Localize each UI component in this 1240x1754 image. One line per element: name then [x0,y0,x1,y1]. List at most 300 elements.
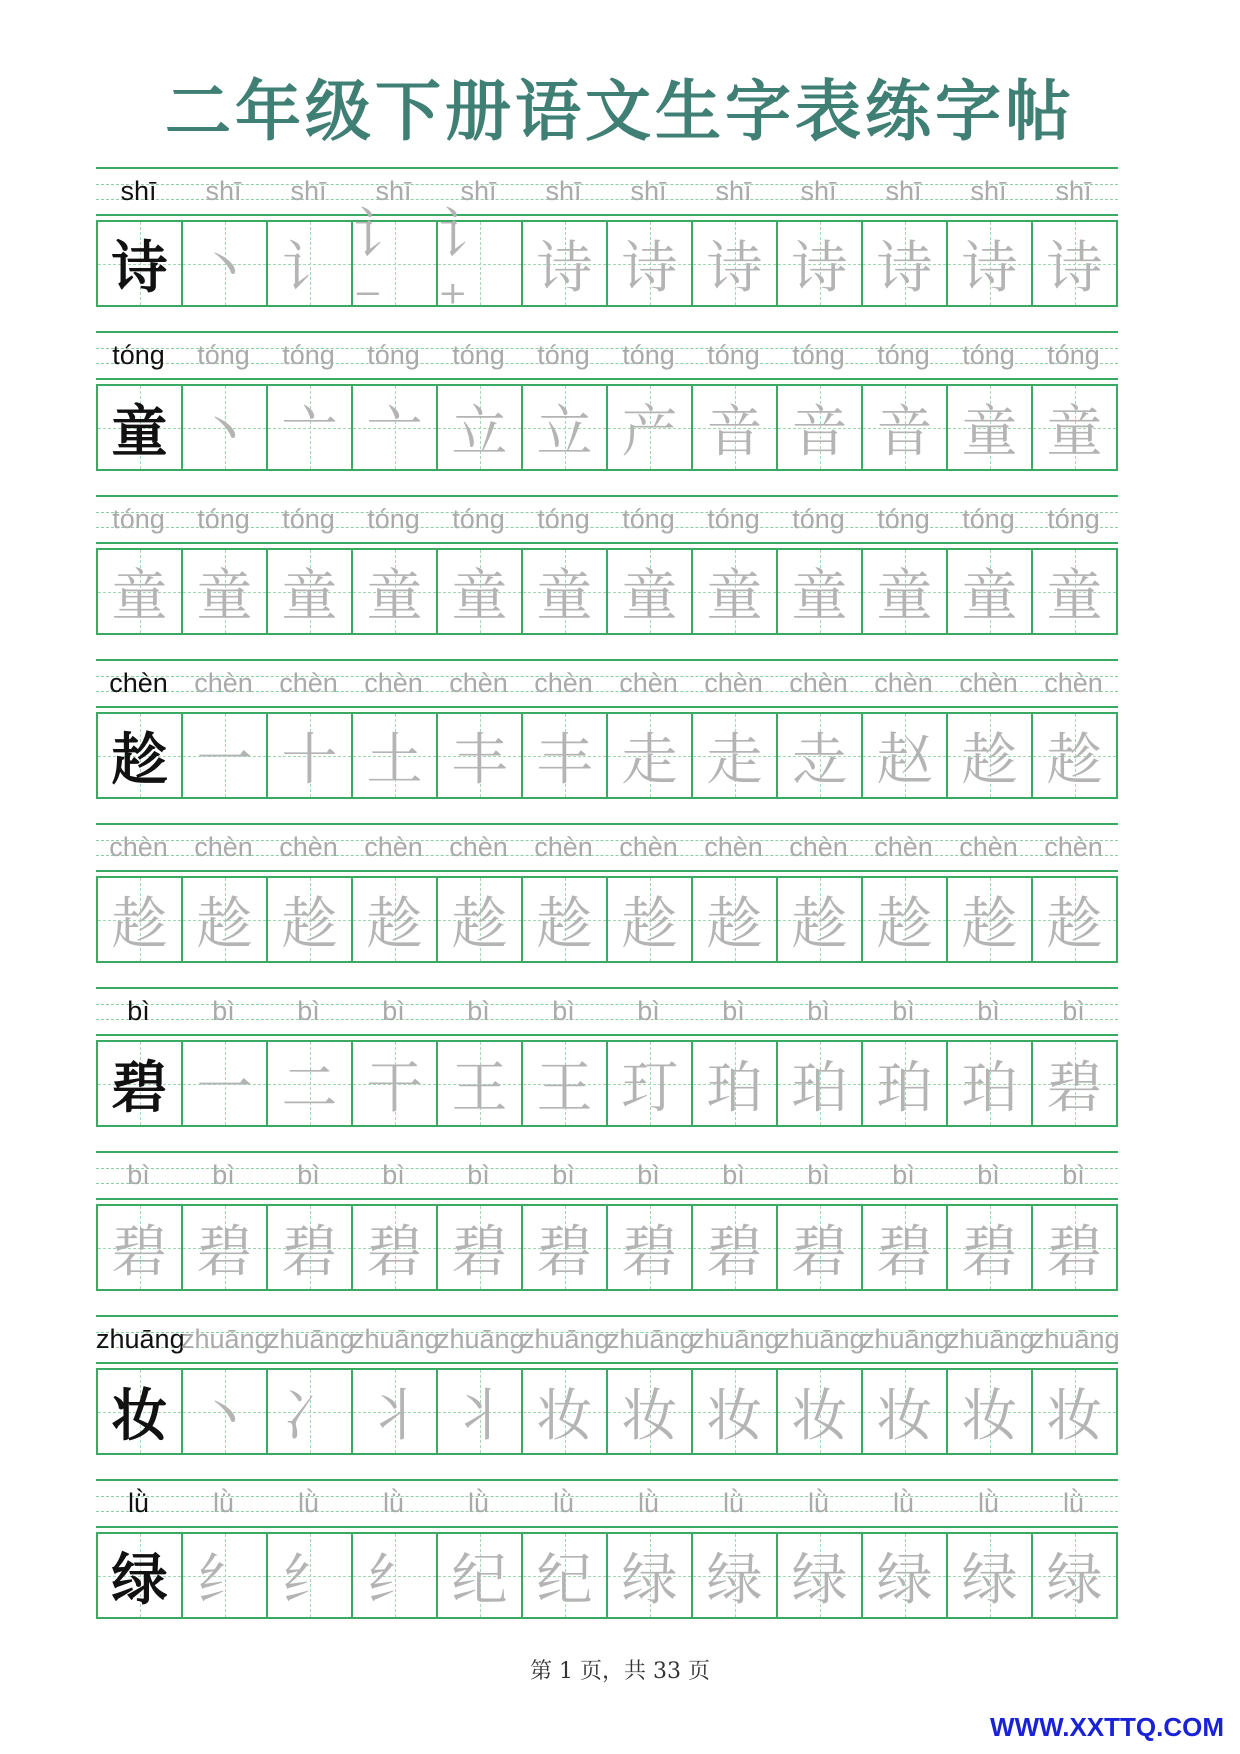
trace-character: 诗 [706,235,763,301]
trace-character: 趁 [281,891,338,957]
pinyin-label: tóng [367,340,420,370]
pinyin-label: zhuāng [776,1324,865,1354]
trace-character-cell [438,1368,523,1455]
trace-character: 土 [366,727,423,793]
trace-character-cell [353,1204,438,1291]
pinyin-label: tóng [367,504,420,534]
pinyin-label: chèn [534,668,593,698]
trace-character: 童 [1046,563,1103,629]
trace-character: 趁 [961,727,1018,793]
trace-character-cell [608,384,693,471]
pinyin-label: bì [127,996,150,1026]
pinyin-label: zhuāng [1031,1324,1120,1354]
trace-character: 绿 [1046,1547,1103,1613]
trace-character: 丬 [366,1383,423,1449]
trace-character-cell [353,712,438,799]
trace-character-cell [183,876,268,963]
trace-character-cell [693,876,778,963]
trace-character-cell [863,384,948,471]
trace-character-cell [268,1368,353,1455]
pinyin-label: tóng [622,340,675,370]
trace-character: 碧 [1046,1219,1103,1285]
pinyin-label: chèn [449,668,508,698]
trace-character: 诗 [791,235,848,301]
trace-character-cell [523,1368,608,1455]
trace-character: 碧 [366,1219,423,1285]
trace-character-cell [608,712,693,799]
trace-character-cell [183,1040,268,1127]
pinyin-label: bì [807,1160,830,1190]
trace-character: 立 [536,399,593,465]
pinyin-label: zhuāng [96,1324,185,1354]
trace-character: 二 [281,1055,338,1121]
trace-character-cell [608,1040,693,1127]
pinyin-label: tóng [537,504,590,534]
trace-character: 冫 [281,1383,338,1449]
trace-character: 妆 [791,1383,848,1449]
trace-character: 诗 [621,235,678,301]
trace-character-cell [948,1040,1033,1127]
tian-grid [96,548,1118,635]
pinyin-label: bì [127,1160,150,1190]
trace-character: 碧 [111,1219,168,1285]
trace-character-cell [183,1368,268,1455]
trace-character-cell [98,548,183,635]
trace-character-cell [438,1204,523,1291]
pinyin-label: bì [467,1160,490,1190]
pinyin-label: tóng [792,340,845,370]
trace-character: 童 [876,563,933,629]
trace-character: 妆 [536,1383,593,1449]
pinyin-label: zhuāng [436,1324,525,1354]
trace-character-cell [863,1532,948,1619]
trace-character-cell [268,384,353,471]
trace-character-cell [523,1204,608,1291]
trace-character: 碧 [706,1219,763,1285]
trace-character: 趁 [1046,727,1103,793]
trace-character-cell [268,1204,353,1291]
trace-character-cell [693,1532,778,1619]
trace-character-cell [183,1532,268,1619]
trace-character: 绿 [791,1547,848,1613]
pinyin-label: chèn [619,832,678,862]
pinyin-label: chèn [874,668,933,698]
pinyin-label: chèn [194,832,253,862]
trace-character-cell [98,876,183,963]
pinyin-label: zhuāng [351,1324,440,1354]
pinyin-label: shī [545,176,582,206]
trace-character-cell [693,1368,778,1455]
pinyin-band [96,331,1118,380]
trace-character: 赱 [791,727,848,793]
tian-grid [96,1532,1118,1619]
pinyin-label: lǜ [297,1488,319,1518]
model-character-cell [98,1532,183,1619]
pinyin-label: lǜ [127,1488,149,1518]
trace-character-cell [183,384,268,471]
pinyin-label: chèn [959,832,1018,862]
pinyin-label: chèn [874,832,933,862]
trace-character: 童 [706,563,763,629]
trace-character-cell [183,548,268,635]
trace-character: 丰 [451,727,508,793]
trace-character-cell [1033,712,1118,799]
practice-row [96,1151,1120,1315]
model-character: 碧 [111,1054,168,1121]
trace-character: 丶 [196,1383,253,1449]
trace-character-cell [948,712,1033,799]
pinyin-label: chèn [789,832,848,862]
trace-character-cell [183,1204,268,1291]
pinyin-label: lǜ [637,1488,659,1518]
practice-sheet [96,167,1120,1643]
pinyin-label: shī [800,176,837,206]
pinyin-label: tóng [1047,340,1100,370]
trace-character-cell [438,1040,523,1127]
trace-character-cell [778,1368,863,1455]
pinyin-label: bì [807,996,830,1026]
trace-character: 童 [366,563,423,629]
trace-character-cell [438,203,523,336]
tian-grid [96,203,1118,336]
pinyin-label: zhuāng [266,1324,355,1354]
trace-character: 诗 [876,235,933,301]
trace-character-cell [863,712,948,799]
trace-character-cell [863,220,948,307]
trace-character-cell [778,1532,863,1619]
trace-character-cell [608,1204,693,1291]
trace-character: 讠 [281,235,338,301]
trace-character-cell [438,1532,523,1619]
trace-character: 丬 [451,1383,508,1449]
pinyin-label: tóng [877,340,930,370]
trace-character: 童 [196,563,253,629]
model-character: 绿 [111,1546,168,1613]
pinyin-label: lǜ [892,1488,914,1518]
pinyin-label: bì [892,1160,915,1190]
trace-character-cell [1033,220,1118,307]
pinyin-band [96,167,1118,216]
pinyin-label: zhuāng [691,1324,780,1354]
pinyin-label: tóng [112,340,165,370]
trace-character: 碧 [451,1219,508,1285]
pinyin-label: lǜ [722,1488,744,1518]
trace-character: 碧 [961,1219,1018,1285]
tian-grid [96,712,1118,799]
trace-character: 碧 [791,1219,848,1285]
model-character-cell [98,220,183,307]
trace-character-cell [268,1532,353,1619]
trace-character-cell [268,220,353,307]
pinyin-label: chèn [1044,832,1103,862]
pinyin-label: chèn [619,668,678,698]
pinyin-label: shī [460,176,497,206]
pinyin-label: shī [715,176,752,206]
trace-character-cell [523,220,608,307]
practice-row [96,1479,1120,1643]
trace-character: 珀 [876,1055,933,1121]
trace-character-cell [353,548,438,635]
trace-character-cell [438,876,523,963]
trace-character-cell [778,1040,863,1127]
pinyin-label: bì [552,996,575,1026]
pinyin-label: shī [375,176,412,206]
pinyin-label: bì [297,996,320,1026]
pinyin-label: tóng [962,504,1015,534]
trace-character: 讠⁻ [353,203,409,336]
trace-character: 妆 [1046,1383,1103,1449]
model-character: 诗 [111,234,168,301]
trace-character: 碧 [536,1219,593,1285]
pinyin-label: bì [1062,996,1085,1026]
pinyin-label: zhuāng [521,1324,610,1354]
trace-character: 走 [706,727,763,793]
trace-character: 亠 [366,399,423,465]
tian-grid [96,1368,1118,1455]
trace-character: 绿 [961,1547,1018,1613]
trace-character: 童 [111,563,168,629]
trace-character-cell [268,876,353,963]
practice-row [96,1315,1120,1479]
practice-row [96,167,1120,336]
trace-character-cell [778,876,863,963]
trace-character: 纪 [536,1547,593,1613]
trace-character-cell [268,712,353,799]
pinyin-label: shī [290,176,327,206]
pinyin-label: chèn [279,668,338,698]
trace-character: 十 [281,727,338,793]
pinyin-label: zhuāng [946,1324,1035,1354]
pinyin-label: chèn [789,668,848,698]
practice-row [96,987,1120,1151]
trace-character-cell [948,220,1033,307]
pinyin-label: bì [722,996,745,1026]
trace-character: 丶 [196,235,253,301]
model-character: 童 [111,398,168,465]
trace-character-cell [183,220,268,307]
trace-character: 一 [196,1055,253,1121]
trace-character: 纟 [196,1547,253,1613]
trace-character-cell [778,1204,863,1291]
trace-character: 诗 [1046,235,1103,301]
pinyin-label: tóng [877,504,930,534]
trace-character-cell [608,548,693,635]
trace-character: 趁 [706,891,763,957]
pinyin-label: chèn [449,832,508,862]
pinyin-label: shī [885,176,922,206]
pinyin-band [96,1315,1118,1364]
trace-character: 妆 [876,1383,933,1449]
model-character: 趁 [111,726,168,793]
practice-row [96,495,1120,659]
trace-character: 玎 [621,1055,678,1121]
trace-character-cell [948,548,1033,635]
pinyin-label: tóng [707,340,760,370]
tian-grid [96,876,1118,963]
pinyin-label: lǜ [977,1488,999,1518]
pinyin-label: zhuāng [606,1324,695,1354]
trace-character: 趁 [196,891,253,957]
trace-character: 音 [706,399,763,465]
pinyin-label: bì [297,1160,320,1190]
trace-character-cell [693,384,778,471]
trace-character: 产 [621,399,678,465]
trace-character-cell [608,220,693,307]
trace-character: 妆 [961,1383,1018,1449]
pinyin-label: shī [120,176,157,206]
trace-character: 绿 [706,1547,763,1613]
pinyin-label: tóng [1047,504,1100,534]
trace-character: 珀 [791,1055,848,1121]
pinyin-label: chèn [1044,668,1103,698]
pinyin-label: bì [977,1160,1000,1190]
pinyin-label: tóng [282,504,335,534]
trace-character: 绿 [876,1547,933,1613]
trace-character-cell [353,384,438,471]
pinyin-label: lǜ [1062,1488,1084,1518]
pinyin-label: bì [382,996,405,1026]
trace-character-cell [268,1040,353,1127]
trace-character: 童 [1046,399,1103,465]
pinyin-label: tóng [452,504,505,534]
trace-character: 趁 [621,891,678,957]
pinyin-label: bì [382,1160,405,1190]
trace-character-cell [693,548,778,635]
pinyin-label: tóng [452,340,505,370]
trace-character-cell [778,712,863,799]
pinyin-label: lǜ [807,1488,829,1518]
trace-character: 趁 [791,891,848,957]
trace-character: 趁 [451,891,508,957]
pinyin-label: chèn [704,668,763,698]
pinyin-label: shī [205,176,242,206]
trace-character-cell [948,384,1033,471]
pinyin-label: chèn [959,668,1018,698]
pinyin-label: chèn [704,832,763,862]
trace-character: 走 [621,727,678,793]
model-character-cell [98,712,183,799]
trace-character: 诗 [536,235,593,301]
trace-character-cell [353,1040,438,1127]
trace-character-cell [778,548,863,635]
trace-character: 音 [791,399,848,465]
trace-character-cell [523,876,608,963]
trace-character-cell [1033,876,1118,963]
model-character-cell [98,1040,183,1127]
trace-character-cell [523,548,608,635]
trace-character-cell [863,1368,948,1455]
pinyin-label: bì [212,996,235,1026]
trace-character-cell [608,1532,693,1619]
trace-character-cell [438,384,523,471]
trace-character: 趁 [1046,891,1103,957]
trace-character: 碧 [196,1219,253,1285]
trace-character: 趁 [536,891,593,957]
trace-character: 妆 [621,1383,678,1449]
pinyin-band [96,1151,1118,1200]
trace-character-cell [1033,548,1118,635]
trace-character: 趁 [366,891,423,957]
trace-character: 碧 [1046,1055,1103,1121]
pinyin-label: tóng [792,504,845,534]
pinyin-label: bì [722,1160,745,1190]
trace-character: 纟 [281,1547,338,1613]
pinyin-band [96,987,1118,1036]
trace-character-cell [948,1368,1033,1455]
pinyin-label: zhuāng [861,1324,950,1354]
trace-character: 音 [876,399,933,465]
practice-row [96,331,1120,495]
trace-character-cell [353,876,438,963]
trace-character: 童 [961,563,1018,629]
trace-character-cell [693,712,778,799]
trace-character-cell [778,384,863,471]
trace-character-cell [438,712,523,799]
trace-character-cell [523,384,608,471]
trace-character: 珀 [706,1055,763,1121]
trace-character: 珀 [961,1055,1018,1121]
pinyin-label: chèn [534,832,593,862]
page-title: 二年级下册语文生字表练字帖 [165,72,1075,150]
pinyin-band [96,823,1118,872]
pinyin-band [96,659,1118,708]
trace-character: 碧 [621,1219,678,1285]
trace-character: 趁 [876,891,933,957]
tian-grid [96,384,1118,471]
pinyin-label: bì [1062,1160,1085,1190]
trace-character-cell [1033,1368,1118,1455]
pinyin-label: chèn [364,832,423,862]
model-character-cell [98,1368,183,1455]
trace-character-cell [608,1368,693,1455]
trace-character: 亠 [281,399,338,465]
trace-character-cell [438,548,523,635]
trace-character: 童 [451,563,508,629]
trace-character-cell [268,548,353,635]
trace-character-cell [693,1040,778,1127]
trace-character-cell [1033,1040,1118,1127]
pinyin-label: shī [630,176,667,206]
trace-character-cell [1033,1532,1118,1619]
trace-character-cell [778,220,863,307]
trace-character-cell [523,1040,608,1127]
pinyin-label: tóng [197,340,250,370]
trace-character: 绿 [621,1547,678,1613]
tian-grid [96,1040,1118,1127]
trace-character-cell [608,876,693,963]
practice-row [96,823,1120,987]
trace-character-cell [523,1532,608,1619]
trace-character-cell [1033,1204,1118,1291]
trace-character-cell [183,712,268,799]
pinyin-label: chèn [194,668,253,698]
trace-character: 诗 [961,235,1018,301]
tian-grid [96,1204,1118,1291]
trace-character-cell [353,1532,438,1619]
pinyin-label: chèn [109,668,168,698]
trace-character: 碧 [876,1219,933,1285]
trace-character: 王 [451,1055,508,1121]
trace-character: 讠⁺ [438,203,494,336]
trace-character-cell [98,1204,183,1291]
trace-character: 纟 [366,1547,423,1613]
trace-character-cell [863,1204,948,1291]
trace-character: 童 [281,563,338,629]
trace-character: 趁 [961,891,1018,957]
pinyin-label: bì [467,996,490,1026]
trace-character-cell [693,1204,778,1291]
trace-character: 童 [791,563,848,629]
